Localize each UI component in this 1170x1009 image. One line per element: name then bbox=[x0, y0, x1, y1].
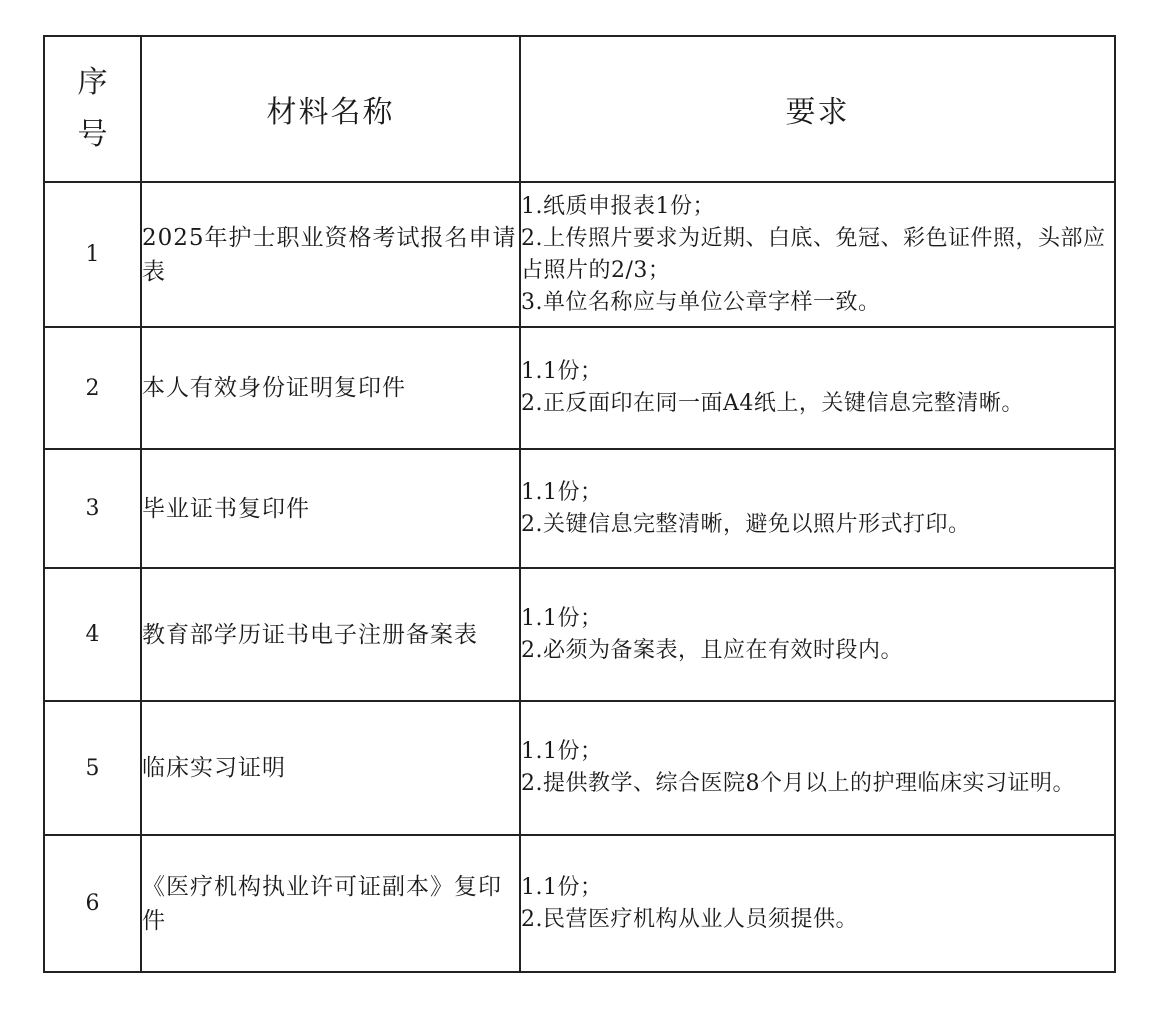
requirement-cell bbox=[520, 568, 1115, 701]
requirement-line: 2.必须为备案表，且应在有效时段内。 bbox=[521, 637, 903, 663]
table-row bbox=[44, 835, 1115, 972]
requirement-line: 2.正反面印在同一面A4纸上，关键信息完整清晰。 bbox=[521, 391, 1024, 416]
material-name: 2025年护士职业资格考试报名申请表 bbox=[141, 182, 520, 327]
material-name: 《医疗机构执业许可证副本》复印件 bbox=[141, 835, 520, 972]
row-number: 3 bbox=[44, 449, 141, 568]
requirement-line: 1.1份； bbox=[521, 479, 603, 505]
requirement-line: 1.1份； bbox=[521, 739, 603, 764]
table-row bbox=[44, 701, 1115, 835]
row-number: 4 bbox=[44, 568, 141, 701]
material-name: 本人有效身份证明复印件 bbox=[141, 327, 520, 449]
requirement-line: 2.提供教学、综合医院8个月以上的护理临床实习证明。 bbox=[521, 771, 1075, 796]
requirement-line: 3.单位名称应与单位公章字样一致。 bbox=[521, 289, 881, 315]
materials-table bbox=[43, 35, 1116, 973]
requirement-line: 2.关键信息完整清晰，避免以照片形式打印。 bbox=[521, 511, 971, 537]
requirement-cell bbox=[520, 701, 1115, 835]
table-row bbox=[44, 449, 1115, 568]
header-requirement: 要求 bbox=[520, 36, 1115, 182]
table-row bbox=[44, 182, 1115, 327]
material-name: 毕业证书复印件 bbox=[141, 449, 520, 568]
header-serial-char-1: 序 bbox=[77, 65, 108, 100]
requirement-line: 1.1份； bbox=[521, 605, 603, 631]
material-name: 教育部学历证书电子注册备案表 bbox=[141, 568, 520, 701]
requirement-cell bbox=[520, 182, 1115, 327]
requirement-line: 2.上传照片要求为近期、白底、免冠、彩色证件照，头部应占照片的2/3； bbox=[521, 225, 1106, 283]
requirement-line: 2.民营医疗机构从业人员须提供。 bbox=[521, 906, 858, 932]
row-number: 6 bbox=[44, 835, 141, 972]
row-number: 5 bbox=[44, 701, 141, 835]
requirement-cell bbox=[520, 327, 1115, 449]
requirement-cell bbox=[520, 835, 1115, 972]
table-row bbox=[44, 568, 1115, 701]
requirement-line: 1.1份； bbox=[521, 874, 603, 900]
row-number: 2 bbox=[44, 327, 141, 449]
header-serial-char-2: 号 bbox=[77, 117, 108, 152]
table-row bbox=[44, 327, 1115, 449]
header-row bbox=[44, 36, 1115, 182]
requirement-cell bbox=[520, 449, 1115, 568]
material-name: 临床实习证明 bbox=[141, 701, 520, 835]
header-serial-number bbox=[44, 36, 141, 182]
row-number: 1 bbox=[44, 182, 141, 327]
requirement-line: 1.1份； bbox=[521, 359, 603, 384]
header-material-name: 材料名称 bbox=[141, 36, 520, 182]
requirement-line: 1.纸质申报表1份； bbox=[521, 193, 715, 219]
